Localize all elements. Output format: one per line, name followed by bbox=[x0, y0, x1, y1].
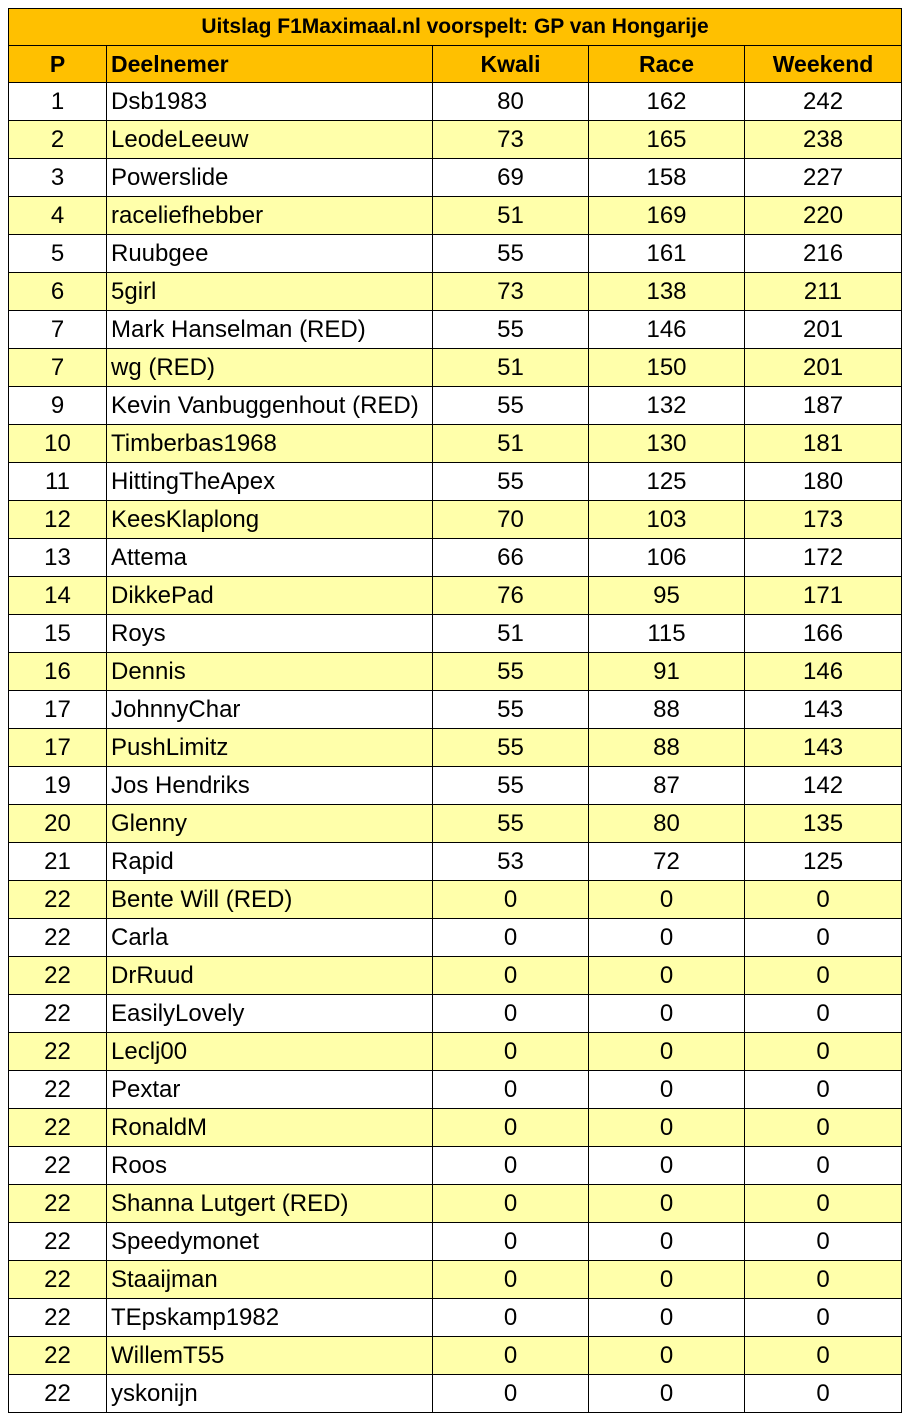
cell-qualifying: 0 bbox=[433, 995, 589, 1033]
cell-weekend: 0 bbox=[745, 1261, 902, 1299]
cell-race: 0 bbox=[589, 995, 745, 1033]
column-header-position: P bbox=[9, 46, 107, 83]
cell-race: 80 bbox=[589, 805, 745, 843]
cell-qualifying: 55 bbox=[433, 235, 589, 273]
cell-participant: Speedymonet bbox=[107, 1223, 433, 1261]
column-header-race: Race bbox=[589, 46, 745, 83]
cell-qualifying: 51 bbox=[433, 349, 589, 387]
table-row bbox=[9, 273, 902, 311]
cell-weekend: 171 bbox=[745, 577, 902, 615]
cell-qualifying: 70 bbox=[433, 501, 589, 539]
cell-race: 130 bbox=[589, 425, 745, 463]
cell-qualifying: 55 bbox=[433, 729, 589, 767]
cell-participant: Carla bbox=[107, 919, 433, 957]
cell-race: 0 bbox=[589, 1375, 745, 1413]
cell-race: 138 bbox=[589, 273, 745, 311]
table-row bbox=[9, 425, 902, 463]
cell-position: 19 bbox=[9, 767, 107, 805]
table-row bbox=[9, 501, 902, 539]
results-table bbox=[8, 8, 902, 1413]
table-row bbox=[9, 691, 902, 729]
cell-participant: PushLimitz bbox=[107, 729, 433, 767]
cell-participant: Timberbas1968 bbox=[107, 425, 433, 463]
cell-participant: EasilyLovely bbox=[107, 995, 433, 1033]
cell-participant: Leclj00 bbox=[107, 1033, 433, 1071]
cell-race: 88 bbox=[589, 729, 745, 767]
results-body bbox=[9, 83, 902, 1413]
cell-participant: JohnnyChar bbox=[107, 691, 433, 729]
cell-weekend: 180 bbox=[745, 463, 902, 501]
cell-qualifying: 0 bbox=[433, 1147, 589, 1185]
cell-weekend: 0 bbox=[745, 1375, 902, 1413]
cell-weekend: 187 bbox=[745, 387, 902, 425]
cell-position: 11 bbox=[9, 463, 107, 501]
cell-qualifying: 55 bbox=[433, 311, 589, 349]
cell-weekend: 201 bbox=[745, 349, 902, 387]
table-row bbox=[9, 235, 902, 273]
cell-participant: Dennis bbox=[107, 653, 433, 691]
table-row bbox=[9, 1033, 902, 1071]
cell-participant: Mark Hanselman (RED) bbox=[107, 311, 433, 349]
cell-participant: raceliefhebber bbox=[107, 197, 433, 235]
cell-race: 146 bbox=[589, 311, 745, 349]
cell-qualifying: 0 bbox=[433, 1337, 589, 1375]
cell-weekend: 172 bbox=[745, 539, 902, 577]
column-header-qualifying: Kwali bbox=[433, 46, 589, 83]
cell-race: 103 bbox=[589, 501, 745, 539]
cell-qualifying: 80 bbox=[433, 83, 589, 121]
cell-participant: Roos bbox=[107, 1147, 433, 1185]
cell-qualifying: 0 bbox=[433, 1033, 589, 1071]
table-row bbox=[9, 1261, 902, 1299]
cell-participant: Attema bbox=[107, 539, 433, 577]
cell-race: 0 bbox=[589, 1071, 745, 1109]
cell-position: 21 bbox=[9, 843, 107, 881]
cell-position: 22 bbox=[9, 1223, 107, 1261]
table-row bbox=[9, 995, 902, 1033]
cell-participant: Dsb1983 bbox=[107, 83, 433, 121]
table-title: Uitslag F1Maximaal.nl voorspelt: GP van Hongarije bbox=[9, 9, 902, 46]
cell-position: 22 bbox=[9, 1147, 107, 1185]
cell-position: 9 bbox=[9, 387, 107, 425]
cell-participant: TEpskamp1982 bbox=[107, 1299, 433, 1337]
table-row bbox=[9, 1337, 902, 1375]
cell-race: 150 bbox=[589, 349, 745, 387]
table-row bbox=[9, 729, 902, 767]
column-header-participant: Deelnemer bbox=[107, 46, 433, 83]
cell-weekend: 125 bbox=[745, 843, 902, 881]
cell-qualifying: 55 bbox=[433, 387, 589, 425]
cell-position: 17 bbox=[9, 729, 107, 767]
table-row bbox=[9, 615, 902, 653]
cell-race: 0 bbox=[589, 957, 745, 995]
cell-race: 0 bbox=[589, 1299, 745, 1337]
table-row bbox=[9, 121, 902, 159]
cell-position: 22 bbox=[9, 919, 107, 957]
cell-participant: Glenny bbox=[107, 805, 433, 843]
cell-qualifying: 0 bbox=[433, 919, 589, 957]
cell-position: 22 bbox=[9, 1071, 107, 1109]
cell-position: 3 bbox=[9, 159, 107, 197]
table-row bbox=[9, 539, 902, 577]
cell-participant: DrRuud bbox=[107, 957, 433, 995]
cell-weekend: 0 bbox=[745, 1223, 902, 1261]
cell-race: 0 bbox=[589, 1033, 745, 1071]
cell-weekend: 0 bbox=[745, 1147, 902, 1185]
cell-position: 22 bbox=[9, 957, 107, 995]
cell-weekend: 216 bbox=[745, 235, 902, 273]
cell-participant: Pextar bbox=[107, 1071, 433, 1109]
cell-position: 12 bbox=[9, 501, 107, 539]
cell-qualifying: 55 bbox=[433, 463, 589, 501]
table-row bbox=[9, 919, 902, 957]
cell-weekend: 201 bbox=[745, 311, 902, 349]
cell-position: 22 bbox=[9, 1033, 107, 1071]
cell-race: 72 bbox=[589, 843, 745, 881]
cell-position: 22 bbox=[9, 1261, 107, 1299]
cell-race: 0 bbox=[589, 1109, 745, 1147]
cell-weekend: 143 bbox=[745, 729, 902, 767]
cell-position: 7 bbox=[9, 349, 107, 387]
cell-participant: Powerslide bbox=[107, 159, 433, 197]
table-row bbox=[9, 1299, 902, 1337]
cell-weekend: 181 bbox=[745, 425, 902, 463]
cell-position: 22 bbox=[9, 881, 107, 919]
cell-participant: Roys bbox=[107, 615, 433, 653]
cell-race: 0 bbox=[589, 919, 745, 957]
cell-weekend: 166 bbox=[745, 615, 902, 653]
cell-race: 162 bbox=[589, 83, 745, 121]
cell-race: 125 bbox=[589, 463, 745, 501]
cell-qualifying: 0 bbox=[433, 1109, 589, 1147]
cell-weekend: 0 bbox=[745, 919, 902, 957]
cell-weekend: 0 bbox=[745, 1185, 902, 1223]
cell-race: 161 bbox=[589, 235, 745, 273]
cell-qualifying: 53 bbox=[433, 843, 589, 881]
table-row bbox=[9, 843, 902, 881]
cell-position: 5 bbox=[9, 235, 107, 273]
table-row bbox=[9, 1223, 902, 1261]
cell-race: 91 bbox=[589, 653, 745, 691]
table-row bbox=[9, 159, 902, 197]
cell-qualifying: 0 bbox=[433, 1071, 589, 1109]
cell-qualifying: 73 bbox=[433, 273, 589, 311]
cell-race: 0 bbox=[589, 1147, 745, 1185]
cell-qualifying: 0 bbox=[433, 957, 589, 995]
table-row bbox=[9, 463, 902, 501]
cell-qualifying: 0 bbox=[433, 1375, 589, 1413]
table-row bbox=[9, 957, 902, 995]
table-row bbox=[9, 653, 902, 691]
cell-position: 22 bbox=[9, 1337, 107, 1375]
cell-race: 0 bbox=[589, 1261, 745, 1299]
cell-participant: Bente Will (RED) bbox=[107, 881, 433, 919]
cell-position: 10 bbox=[9, 425, 107, 463]
cell-race: 0 bbox=[589, 1337, 745, 1375]
table-row bbox=[9, 805, 902, 843]
cell-race: 87 bbox=[589, 767, 745, 805]
cell-weekend: 227 bbox=[745, 159, 902, 197]
table-row bbox=[9, 1109, 902, 1147]
cell-position: 2 bbox=[9, 121, 107, 159]
cell-weekend: 0 bbox=[745, 1299, 902, 1337]
cell-weekend: 0 bbox=[745, 881, 902, 919]
cell-race: 115 bbox=[589, 615, 745, 653]
cell-position: 6 bbox=[9, 273, 107, 311]
cell-participant: wg (RED) bbox=[107, 349, 433, 387]
cell-race: 132 bbox=[589, 387, 745, 425]
cell-qualifying: 55 bbox=[433, 767, 589, 805]
cell-qualifying: 0 bbox=[433, 1185, 589, 1223]
cell-qualifying: 55 bbox=[433, 691, 589, 729]
cell-position: 22 bbox=[9, 1299, 107, 1337]
cell-qualifying: 51 bbox=[433, 425, 589, 463]
cell-participant: Kevin Vanbuggenhout (RED) bbox=[107, 387, 433, 425]
cell-weekend: 0 bbox=[745, 1109, 902, 1147]
table-row bbox=[9, 577, 902, 615]
cell-participant: HittingTheApex bbox=[107, 463, 433, 501]
cell-position: 14 bbox=[9, 577, 107, 615]
table-row bbox=[9, 387, 902, 425]
cell-position: 1 bbox=[9, 83, 107, 121]
cell-weekend: 0 bbox=[745, 957, 902, 995]
column-header-weekend: Weekend bbox=[745, 46, 902, 83]
table-row bbox=[9, 1071, 902, 1109]
cell-race: 0 bbox=[589, 1223, 745, 1261]
cell-weekend: 220 bbox=[745, 197, 902, 235]
cell-weekend: 142 bbox=[745, 767, 902, 805]
cell-weekend: 0 bbox=[745, 995, 902, 1033]
cell-qualifying: 73 bbox=[433, 121, 589, 159]
cell-qualifying: 0 bbox=[433, 1261, 589, 1299]
cell-qualifying: 55 bbox=[433, 805, 589, 843]
cell-qualifying: 51 bbox=[433, 197, 589, 235]
cell-race: 0 bbox=[589, 1185, 745, 1223]
cell-weekend: 0 bbox=[745, 1033, 902, 1071]
cell-participant: DikkePad bbox=[107, 577, 433, 615]
cell-qualifying: 0 bbox=[433, 881, 589, 919]
cell-qualifying: 51 bbox=[433, 615, 589, 653]
cell-participant: yskonijn bbox=[107, 1375, 433, 1413]
table-row bbox=[9, 197, 902, 235]
cell-position: 22 bbox=[9, 995, 107, 1033]
cell-weekend: 173 bbox=[745, 501, 902, 539]
header-row bbox=[9, 46, 902, 83]
cell-position: 22 bbox=[9, 1109, 107, 1147]
cell-race: 169 bbox=[589, 197, 745, 235]
cell-weekend: 242 bbox=[745, 83, 902, 121]
cell-qualifying: 0 bbox=[433, 1299, 589, 1337]
table-row bbox=[9, 881, 902, 919]
cell-race: 0 bbox=[589, 881, 745, 919]
cell-race: 95 bbox=[589, 577, 745, 615]
cell-race: 158 bbox=[589, 159, 745, 197]
cell-weekend: 238 bbox=[745, 121, 902, 159]
table-row bbox=[9, 1375, 902, 1413]
cell-weekend: 143 bbox=[745, 691, 902, 729]
cell-weekend: 0 bbox=[745, 1071, 902, 1109]
cell-position: 17 bbox=[9, 691, 107, 729]
cell-participant: Ruubgee bbox=[107, 235, 433, 273]
cell-weekend: 135 bbox=[745, 805, 902, 843]
cell-qualifying: 66 bbox=[433, 539, 589, 577]
table-row bbox=[9, 349, 902, 387]
title-row bbox=[9, 9, 902, 46]
cell-qualifying: 76 bbox=[433, 577, 589, 615]
cell-weekend: 211 bbox=[745, 273, 902, 311]
cell-position: 15 bbox=[9, 615, 107, 653]
cell-qualifying: 0 bbox=[433, 1223, 589, 1261]
cell-race: 88 bbox=[589, 691, 745, 729]
table-row bbox=[9, 1147, 902, 1185]
cell-weekend: 146 bbox=[745, 653, 902, 691]
cell-participant: Shanna Lutgert (RED) bbox=[107, 1185, 433, 1223]
cell-position: 20 bbox=[9, 805, 107, 843]
cell-participant: KeesKlaplong bbox=[107, 501, 433, 539]
cell-participant: Staaijman bbox=[107, 1261, 433, 1299]
table-row bbox=[9, 767, 902, 805]
table-row bbox=[9, 1185, 902, 1223]
cell-position: 13 bbox=[9, 539, 107, 577]
cell-qualifying: 69 bbox=[433, 159, 589, 197]
cell-participant: WillemT55 bbox=[107, 1337, 433, 1375]
table-row bbox=[9, 83, 902, 121]
cell-participant: Rapid bbox=[107, 843, 433, 881]
table-row bbox=[9, 311, 902, 349]
cell-position: 16 bbox=[9, 653, 107, 691]
cell-position: 4 bbox=[9, 197, 107, 235]
cell-race: 106 bbox=[589, 539, 745, 577]
cell-participant: LeodeLeeuw bbox=[107, 121, 433, 159]
cell-race: 165 bbox=[589, 121, 745, 159]
cell-position: 22 bbox=[9, 1185, 107, 1223]
cell-participant: 5girl bbox=[107, 273, 433, 311]
cell-weekend: 0 bbox=[745, 1337, 902, 1375]
cell-position: 7 bbox=[9, 311, 107, 349]
cell-participant: RonaldM bbox=[107, 1109, 433, 1147]
cell-position: 22 bbox=[9, 1375, 107, 1413]
cell-qualifying: 55 bbox=[433, 653, 589, 691]
cell-participant: Jos Hendriks bbox=[107, 767, 433, 805]
